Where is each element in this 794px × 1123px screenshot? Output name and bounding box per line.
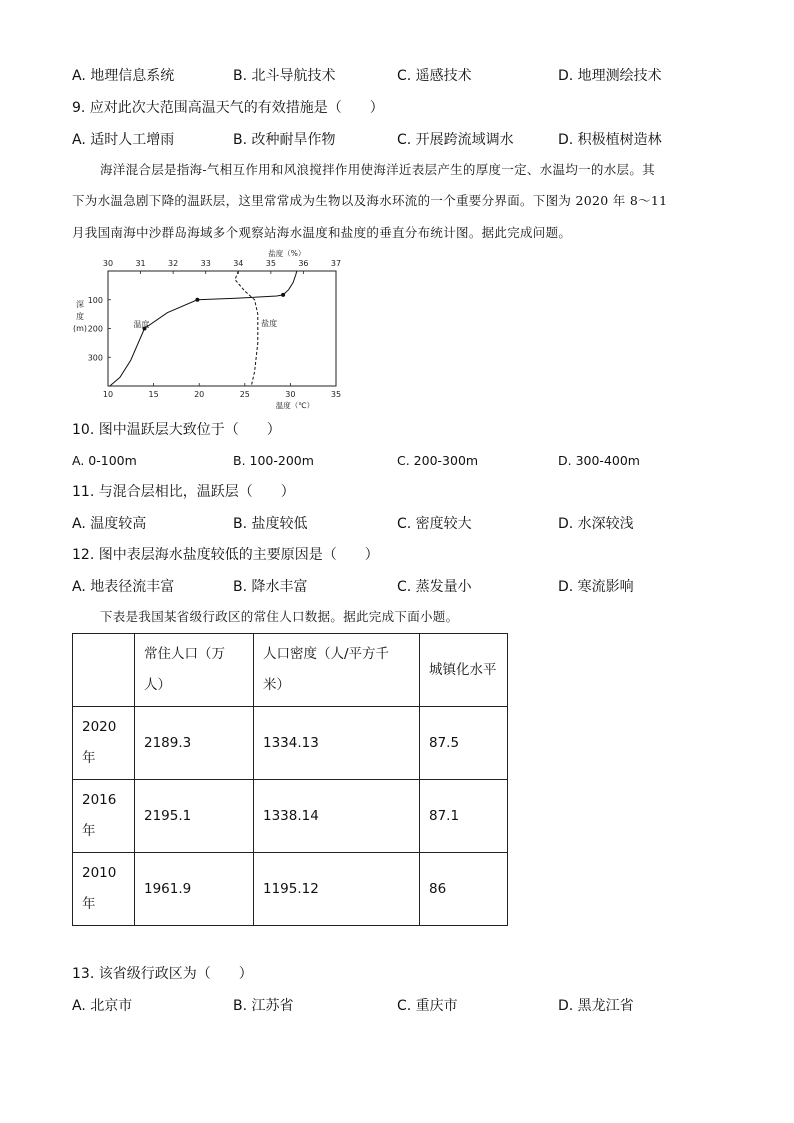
q8-option-b: B. 北斗导航技术 [233, 68, 336, 84]
passage1-line3: 月我国南海中沙群岛海域多个观察站海水温度和盐度的垂直分布统计图。据此完成问题。 [72, 225, 572, 240]
header-line: 人） [144, 677, 171, 693]
table-row [73, 707, 508, 780]
q11-option-a: A. 温度较高 [72, 516, 147, 532]
table-header-population [135, 634, 254, 707]
q11-option-d: D. 水深较浅 [558, 516, 634, 532]
q11-option-c: C. 密度较大 [397, 516, 472, 532]
y-tick-label: 100 [87, 295, 103, 305]
y-axis-label: 深 [76, 300, 84, 309]
header-line: 米） [263, 677, 290, 693]
q13-option-a: A. 北京市 [72, 998, 133, 1014]
temperature-salinity-chart [70, 245, 360, 420]
year-line: 2016 [82, 792, 117, 808]
row-year [73, 780, 135, 853]
q12-stem: 12. 图中表层海水盐度较低的主要原因是（ ） [72, 547, 379, 563]
bottom-tick-label: 35 [330, 390, 342, 399]
salinity-series-label: 盐度 [261, 319, 278, 329]
row-population: 2195.1 [135, 780, 254, 853]
y-axis-label: (m) [72, 324, 88, 333]
table-header-row [73, 634, 508, 707]
bottom-tick-label: 25 [239, 390, 250, 399]
year-line: 2010 [82, 865, 117, 881]
passage2: 下表是我国某省级行政区的常住人口数据。据此完成下面小题。 [100, 609, 459, 624]
q12-option-a: A. 地表径流丰富 [72, 579, 175, 595]
top-tick-label: 37 [330, 259, 342, 268]
table-header-corner [73, 634, 135, 707]
q11-option-b: B. 盐度较低 [233, 516, 308, 532]
bottom-tick-label: 15 [148, 390, 159, 399]
top-axis-label: 盐度（%） [268, 249, 306, 258]
q8-option-c: C. 遥感技术 [397, 68, 472, 84]
header-line: 城镇化水平 [429, 661, 497, 678]
q8-option-a: A. 地理信息系统 [72, 68, 175, 84]
header-line: 常住人口（万 [144, 646, 225, 662]
year-line: 年 [82, 896, 96, 912]
bottom-tick-label: 10 [102, 390, 114, 399]
q12-option-d: D. 寒流影响 [558, 579, 634, 595]
top-tick-label: 35 [265, 259, 276, 268]
top-tick-label: 30 [102, 259, 114, 268]
table-header-urbanization [420, 634, 508, 707]
table-header-density [254, 634, 420, 707]
bottom-tick-label: 30 [285, 390, 296, 399]
row-urbanization: 87.1 [420, 780, 508, 853]
bottom-axis-label: 温度（℃） [275, 401, 315, 410]
q9-option-c: C. 开展跨流域调水 [397, 132, 514, 148]
row-population: 2189.3 [135, 707, 254, 780]
q8-option-d: D. 地理测绘技术 [558, 68, 662, 84]
q13-option-c: C. 重庆市 [397, 998, 458, 1014]
q10-option-d: D. 300-400m [558, 453, 640, 468]
passage1-line1: 海洋混合层是指海-气相互作用和风浪搅拌作用使海洋近表层产生的厚度一定、水温均一的水层。其 [100, 162, 655, 177]
year-line: 年 [82, 823, 96, 839]
y-axis-label: 度 [76, 312, 84, 321]
row-year [73, 853, 135, 926]
top-tick-label: 32 [168, 259, 179, 268]
header-line: 人口密度（人/平方千 [263, 646, 390, 662]
top-tick-label: 34 [233, 259, 244, 268]
q9-option-d: D. 积极植树造林 [558, 132, 662, 148]
q13-option-b: B. 江苏省 [233, 998, 294, 1014]
top-tick-label: 36 [298, 259, 309, 268]
temperature-point [281, 293, 285, 297]
q10-stem: 10. 图中温跃层大致位于（ ） [72, 422, 281, 438]
top-tick-label: 33 [200, 259, 211, 268]
population-table [72, 633, 508, 926]
table-row [73, 780, 508, 853]
row-density: 1338.14 [254, 780, 420, 853]
year-line: 年 [82, 750, 96, 766]
q9-stem: 9. 应对此次大范围高温天气的有效措施是（ ） [72, 100, 384, 116]
q12-option-c: C. 蒸发量小 [397, 579, 472, 595]
salinity-line [235, 271, 258, 386]
q13-stem: 13. 该省级行政区为（ ） [72, 966, 253, 982]
bottom-tick-label: 20 [194, 390, 205, 399]
temperature-point [195, 298, 199, 302]
table-row [73, 853, 508, 926]
row-density: 1334.13 [254, 707, 420, 780]
q10-option-b: B. 100-200m [233, 453, 314, 468]
row-density: 1195.12 [254, 853, 420, 926]
row-year [73, 707, 135, 780]
passage1-line2: 下为水温急剧下降的温跃层，这里常常成为生物以及海水环流的一个重要分界面。下图为 2020 年 8～11 [72, 193, 668, 208]
q10-option-a: A. 0-100m [72, 453, 137, 468]
q9-option-b: B. 改种耐旱作物 [233, 132, 336, 148]
temperature-series-label: 温度 [133, 320, 150, 330]
y-tick-label: 300 [87, 353, 103, 363]
top-tick-label: 31 [135, 259, 146, 268]
row-population: 1961.9 [135, 853, 254, 926]
row-urbanization: 86 [420, 853, 508, 926]
q13-option-d: D. 黑龙江省 [558, 998, 634, 1014]
q9-option-a: A. 适时人工增雨 [72, 132, 175, 148]
q10-option-c: C. 200-300m [397, 453, 479, 468]
q12-option-b: B. 降水丰富 [233, 579, 308, 595]
year-line: 2020 [82, 719, 117, 735]
y-tick-label: 200 [87, 324, 103, 334]
q11-stem: 11. 与混合层相比，温跃层（ ） [72, 484, 295, 500]
row-urbanization: 87.5 [420, 707, 508, 780]
